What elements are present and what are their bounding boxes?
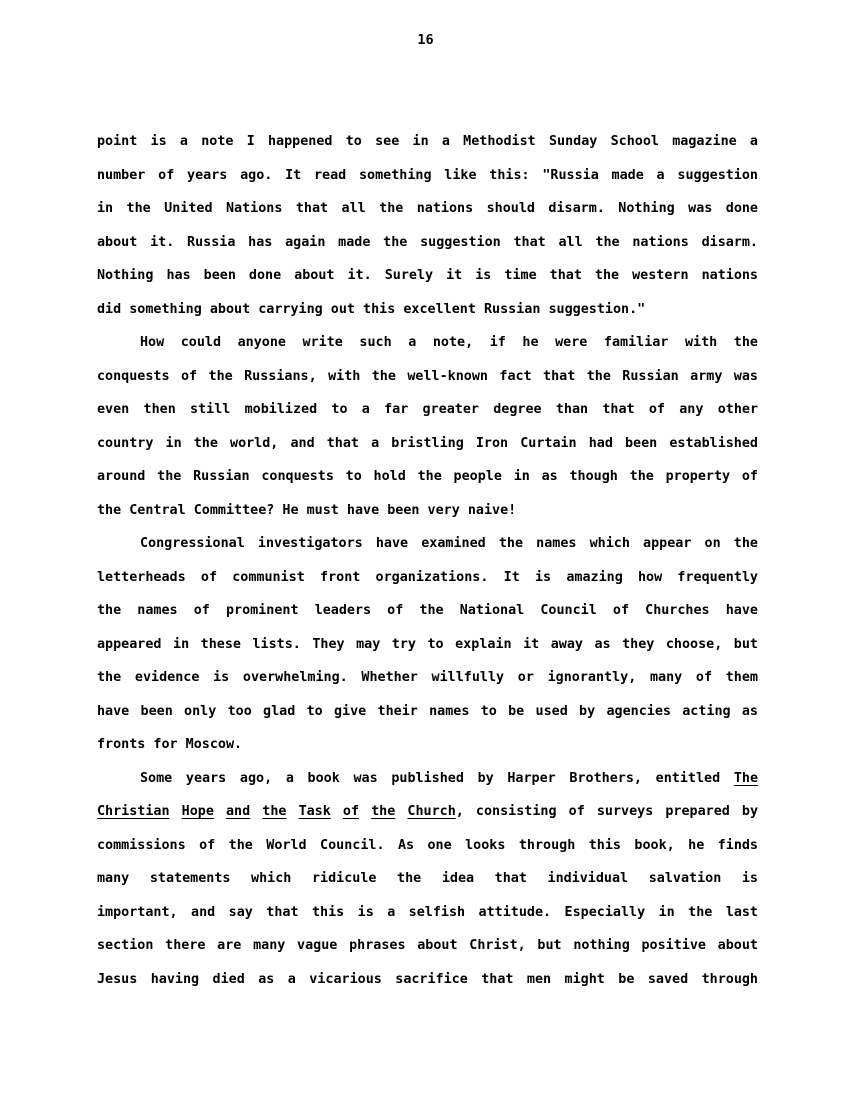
- text-line: have been only too glad to give their names to be used by agencies acting as: [97, 703, 758, 719]
- text-line: around the Russian conquests to hold the people in as though the property of: [97, 469, 758, 484]
- text-line: Congressional investigators have examined the names which appear on the: [140, 536, 758, 551]
- book-title-part: Christian: [97, 804, 170, 819]
- text-line: appeared in these lists. They may try to explain it away as they choose, but: [97, 636, 758, 652]
- text-line: commissions of the World Council. As one looks through this book, he finds: [97, 837, 758, 853]
- text-line: in the United Nations that all the nations should disarm. Nothing was done: [97, 201, 758, 216]
- book-title-part: Church: [407, 804, 456, 819]
- text-line: important, and say that this is a selfish attitude. Especially in the last: [97, 904, 758, 920]
- text-line: conquests of the Russians, with the well-known fact that the Russian army was: [97, 368, 758, 384]
- text-line: point is a note I happened to see in a Methodist Sunday School magazine a: [97, 134, 758, 149]
- text-segment: , consisting of surveys prepared by: [455, 804, 758, 819]
- text-line: How could anyone write such a note, if he were familiar with the: [140, 335, 758, 350]
- text-line: the evidence is overwhelming. Whether willfully or ignorantly, many of them: [97, 670, 758, 685]
- page-number: 16: [417, 32, 434, 48]
- text-line: country in the world, and that a bristling Iron Curtain had been established: [97, 435, 758, 451]
- book-title-part: Hope: [181, 804, 214, 819]
- text-line: fronts for Moscow.: [97, 737, 243, 752]
- text-line: the Central Committee? He must have been very naive!: [97, 502, 517, 518]
- text-line: the names of prominent leaders of the National Council of Churches have: [97, 603, 758, 618]
- text-line: Nothing has been done about it. Surely it is time that the western nations: [97, 268, 758, 283]
- body-text: [97, 130, 758, 1001]
- text-line-with-title-start: [97, 767, 758, 801]
- text-line: letterheads of communist front organizations. It is amazing how frequently: [97, 569, 758, 585]
- text-line: even then still mobilized to a far greater degree than that of any other: [97, 402, 758, 417]
- book-title-part: of: [342, 804, 360, 819]
- text-segment: Some years ago, a book was published by Harper Brothers, entitled: [140, 770, 721, 786]
- text-line: Jesus having died as a vicarious sacrifice that men might be saved through: [97, 971, 758, 987]
- book-title-part: the: [371, 804, 396, 819]
- text-line: many statements which ridicule the idea that individual salvation is: [97, 871, 758, 886]
- text-line: about it. Russia has again made the suggestion that all the nations disarm.: [97, 234, 758, 250]
- text-line-with-title: [97, 800, 758, 834]
- book-title-part: Task: [298, 804, 331, 819]
- book-title-part: the: [262, 804, 287, 819]
- book-title-part: The: [733, 770, 758, 786]
- book-title-part: and: [226, 804, 251, 819]
- text-line: section there are many vague phrases about Christ, but nothing positive about: [97, 938, 758, 953]
- text-line: did something about carrying out this excellent Russian suggestion.": [97, 301, 646, 317]
- text-line: number of years ago. It read something like this: "Russia made a suggestion: [97, 167, 758, 183]
